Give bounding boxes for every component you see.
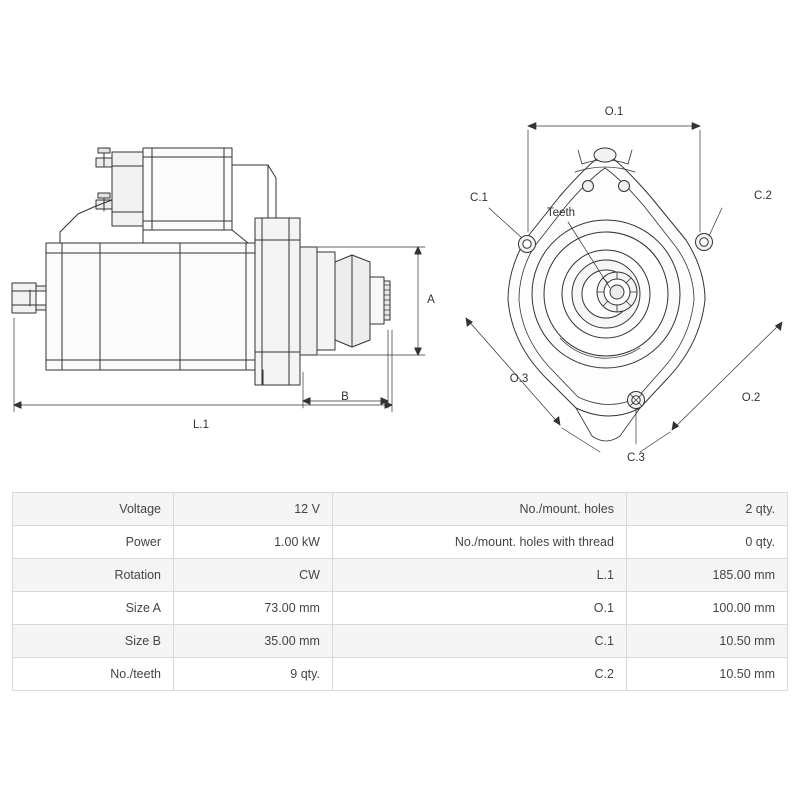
spec-label: No./mount. holes — [332, 493, 626, 526]
spec-label: Voltage — [13, 493, 174, 526]
spec-label: Power — [13, 526, 174, 559]
table-row — [13, 493, 788, 526]
spec-value: CW — [174, 559, 333, 592]
label-C3: C.3 — [627, 452, 645, 464]
table-row — [13, 526, 788, 559]
spec-table-container — [12, 492, 788, 691]
spec-label: Size A — [13, 592, 174, 625]
spec-label: No./teeth — [13, 658, 174, 691]
label-A: A — [427, 294, 435, 306]
spec-label: Size B — [13, 625, 174, 658]
spec-value: 9 qty. — [174, 658, 333, 691]
label-C1: C.1 — [470, 192, 488, 204]
table-row — [13, 559, 788, 592]
spec-value: 2 qty. — [626, 493, 787, 526]
spec-value: 100.00 mm — [626, 592, 787, 625]
starter-front-view — [508, 148, 713, 441]
spec-label: O.1 — [332, 592, 626, 625]
table-row — [13, 625, 788, 658]
starter-side-view — [12, 148, 390, 385]
spec-table — [12, 492, 788, 691]
spec-value: 185.00 mm — [626, 559, 787, 592]
spec-value: 10.50 mm — [626, 658, 787, 691]
label-B: B — [341, 391, 349, 403]
spec-label: C.1 — [332, 625, 626, 658]
spec-value: 1.00 kW — [174, 526, 333, 559]
spec-label: No./mount. holes with thread — [332, 526, 626, 559]
spec-label: C.2 — [332, 658, 626, 691]
spec-value: 35.00 mm — [174, 625, 333, 658]
label-C2: C.2 — [754, 190, 772, 202]
label-O3: O.3 — [509, 373, 529, 385]
spec-value: 0 qty. — [626, 526, 787, 559]
spec-value: 10.50 mm — [626, 625, 787, 658]
table-row — [13, 658, 788, 691]
spec-value: 73.00 mm — [174, 592, 333, 625]
spec-label: Rotation — [13, 559, 174, 592]
spec-value: 12 V — [174, 493, 333, 526]
label-O2: O.2 — [741, 392, 761, 404]
table-row — [13, 592, 788, 625]
label-L1: L.1 — [193, 419, 209, 431]
label-O1: O.1 — [604, 106, 624, 118]
spec-label: L.1 — [332, 559, 626, 592]
label-teeth: Teeth — [546, 207, 576, 219]
